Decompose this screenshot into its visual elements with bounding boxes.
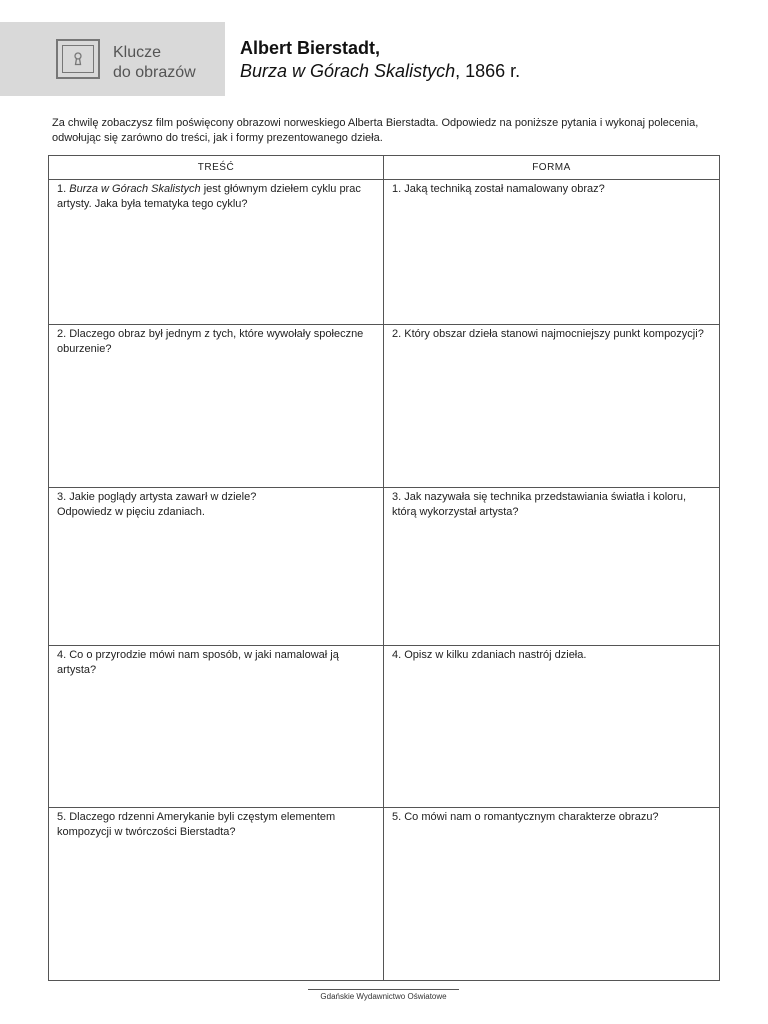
publisher-footer: Gdańskie Wydawnictwo Oświatowe [308, 989, 459, 1003]
table-row [49, 488, 720, 646]
content-text: jest głównym dziełem cyklu prac artysty. Jaka była tematyka tego cyklu? [57, 183, 361, 210]
page-title [240, 37, 740, 83]
work-title [240, 60, 740, 83]
artist-name: Albert Bierstadt, [240, 38, 381, 58]
work-name: Burza w Górach Skalistych [240, 61, 456, 81]
form-question-4[interactable]: 4. Opisz w kilku zdaniach nastrój dzieła. [384, 646, 720, 808]
brand-line2: do obrazów [113, 64, 196, 81]
content-italic: Burza w Górach Skalistych [69, 183, 201, 195]
content-question-5[interactable] [49, 808, 384, 981]
content-prefix: 1. [57, 183, 70, 195]
content-prefix: 5. Dlaczego rdzenni Amerykanie byli częstym elementem kompozycji w twórczości Bierstadta? [57, 811, 336, 838]
content-question-2[interactable] [49, 325, 384, 488]
content-prefix: 4. Co o przyrodzie mówi nam sposób, w jaki namalował ją artysta? [57, 649, 339, 676]
table-row [49, 325, 720, 488]
brand-line1: Klucze [113, 44, 162, 61]
brand-box [0, 22, 225, 96]
form-question-1[interactable]: 1. Jaką techniką został namalowany obraz? [384, 180, 720, 325]
content-prefix: 3. Jakie poglądy artysta zawarł w dziele? [57, 491, 257, 503]
table-row [49, 646, 720, 808]
table-row [49, 808, 720, 981]
content-prefix: 2. Dlaczego obraz był jednym z tych, które wywołały społeczne oburzenie? [57, 328, 364, 355]
content-question-1[interactable] [49, 180, 384, 325]
form-question-5[interactable]: 5. Co mówi nam o romantycznym charakterze obrazu? [384, 808, 720, 981]
form-question-2[interactable]: 2. Który obszar dzieła stanowi najmocniejszy punkt kompozycji? [384, 325, 720, 488]
table-row [49, 180, 720, 325]
keyhole-frame-icon [56, 39, 100, 79]
question-table [48, 155, 720, 981]
form-question-3[interactable]: 3. Jak nazywała się technika przedstawiania światła i koloru, którą wykorzystał artysta? [384, 488, 720, 646]
work-year: , 1866 r. [455, 61, 521, 81]
header-content: TREŚĆ [49, 156, 384, 180]
content-text: Odpowiedz w pięciu zdaniach. [57, 506, 205, 518]
intro-text: Za chwilę zobaczysz film poświęcony obrazowi norweskiego Alberta Bierstadta. Odpowiedz na poniższe pytania i wykonaj polecenia, odwołując się zarówno do treści, jak i formy prezentowanego dzieła. [52, 117, 699, 144]
table-header-row [49, 156, 720, 180]
content-question-3[interactable] [49, 488, 384, 646]
header-form: FORMA [384, 156, 720, 180]
content-question-4[interactable] [49, 646, 384, 808]
brand-label [113, 43, 223, 83]
